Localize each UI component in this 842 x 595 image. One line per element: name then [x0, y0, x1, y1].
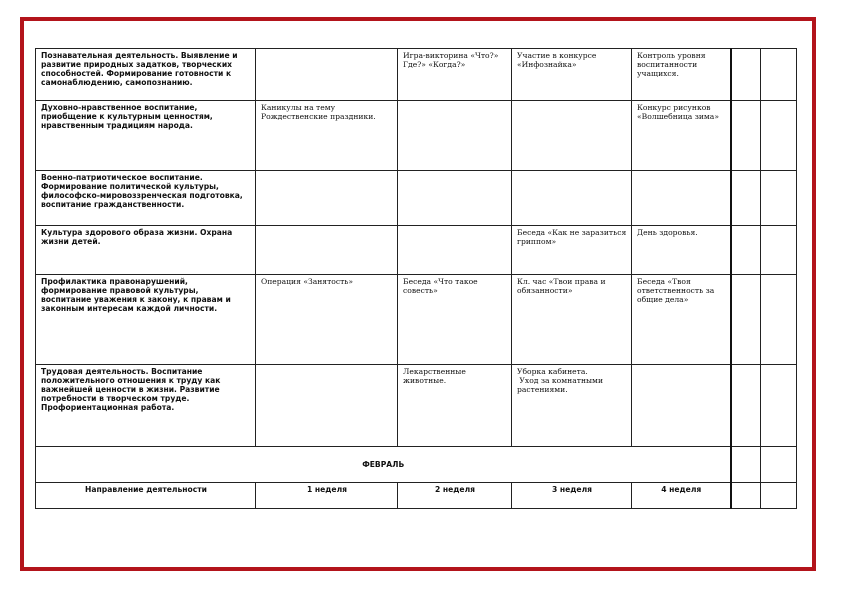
extra-cell: [761, 226, 797, 275]
week3-cell: [512, 365, 632, 447]
extra-cell: [761, 171, 797, 226]
week4-cell: День здоровья.: [632, 226, 731, 275]
table-row: [36, 365, 797, 447]
week2-cell: Беседа «Что такое совесть»: [398, 275, 512, 365]
direction-cell: Военно-патриотическое воспитание. Формирование политической культуры, философско-мировоззренческая подготовка, воспитание гражданственности.: [36, 171, 256, 226]
week1-cell: [256, 49, 398, 101]
week3-text: Уборка кабинета.: [517, 367, 588, 376]
week4-cell: [632, 171, 731, 226]
table-row: [36, 49, 797, 101]
table-row: [36, 275, 797, 365]
direction-cell: Профилактика правонарушений, формирование правовой культуры, воспитание уважения к закону, к правам и законным интересам каждой личности.: [36, 275, 256, 365]
extra-cell: [731, 101, 761, 171]
extra-cell: [761, 365, 797, 447]
extra-cell: [761, 49, 797, 101]
week3-cell: Беседа «Как не заразиться гриппом»: [512, 226, 632, 275]
extra-cell: [731, 226, 761, 275]
table-row: [36, 171, 797, 226]
week2-cell: [398, 101, 512, 171]
extra-cell: [761, 447, 797, 483]
direction-cell: Познавательная деятельность. Выявление и развитие природных задатков, творческих способностей. Формирование готовности к самонаблюдению, самопознанию.: [36, 49, 256, 101]
extra-cell: [761, 101, 797, 171]
week4-cell: Конкурс рисунков «Волшебница зима»: [632, 101, 731, 171]
week2-cell: [398, 226, 512, 275]
month-row: [36, 447, 797, 483]
header-week1: 1 неделя: [256, 483, 398, 509]
extra-cell: [731, 483, 761, 509]
extra-cell: [731, 49, 761, 101]
week2-cell: Лекарственные животные.: [398, 365, 512, 447]
week3-cell: Кл. час «Твои права и обязанности»: [512, 275, 632, 365]
week3-cell: Участие в конкурсе «Инфознайка»: [512, 49, 632, 101]
extra-cell: [731, 171, 761, 226]
week1-cell: [256, 171, 398, 226]
week3-cell: [512, 171, 632, 226]
week1-cell: Операция «Занятость»: [256, 275, 398, 365]
week2-cell: [398, 171, 512, 226]
extra-cell: [731, 275, 761, 365]
extra-cell: [761, 275, 797, 365]
week1-cell: [256, 365, 398, 447]
week3-text-2: Уход за комнатными растениями.: [517, 376, 604, 394]
header-direction: Направление деятельности: [36, 483, 256, 509]
header-week2: 2 неделя: [398, 483, 512, 509]
extra-cell: [731, 365, 761, 447]
table-row: [36, 101, 797, 171]
header-row: [36, 483, 797, 509]
extra-cell: [731, 447, 761, 483]
direction-cell: Трудовая деятельность. Воспитание положительного отношения к труду как важнейшей ценности в жизни. Развитие потребности в творческом труде. Профориентационная работа.: [36, 365, 256, 447]
direction-cell: Духовно-нравственное воспитание, приобщение к культурным ценностям, нравственным традициям народа.: [36, 101, 256, 171]
table-row: [36, 226, 797, 275]
week4-cell: Беседа «Твоя ответственность за общие дела»: [632, 275, 731, 365]
week1-cell: [256, 226, 398, 275]
month-title: ФЕВРАЛЬ: [36, 447, 731, 483]
direction-cell: Культура здорового образа жизни. Охрана жизни детей.: [36, 226, 256, 275]
header-week4: 4 неделя: [632, 483, 731, 509]
header-week3: 3 неделя: [512, 483, 632, 509]
week1-cell: Каникулы на тему Рождественские праздники.: [256, 101, 398, 171]
plan-table: [35, 48, 797, 509]
week3-cell: [512, 101, 632, 171]
week4-cell: [632, 365, 731, 447]
extra-cell: [761, 483, 797, 509]
week2-cell: Игра-викторина «Что?» Где?» «Когда?»: [398, 49, 512, 101]
week4-cell: Контроль уровня воспитанности учащихся.: [632, 49, 731, 101]
